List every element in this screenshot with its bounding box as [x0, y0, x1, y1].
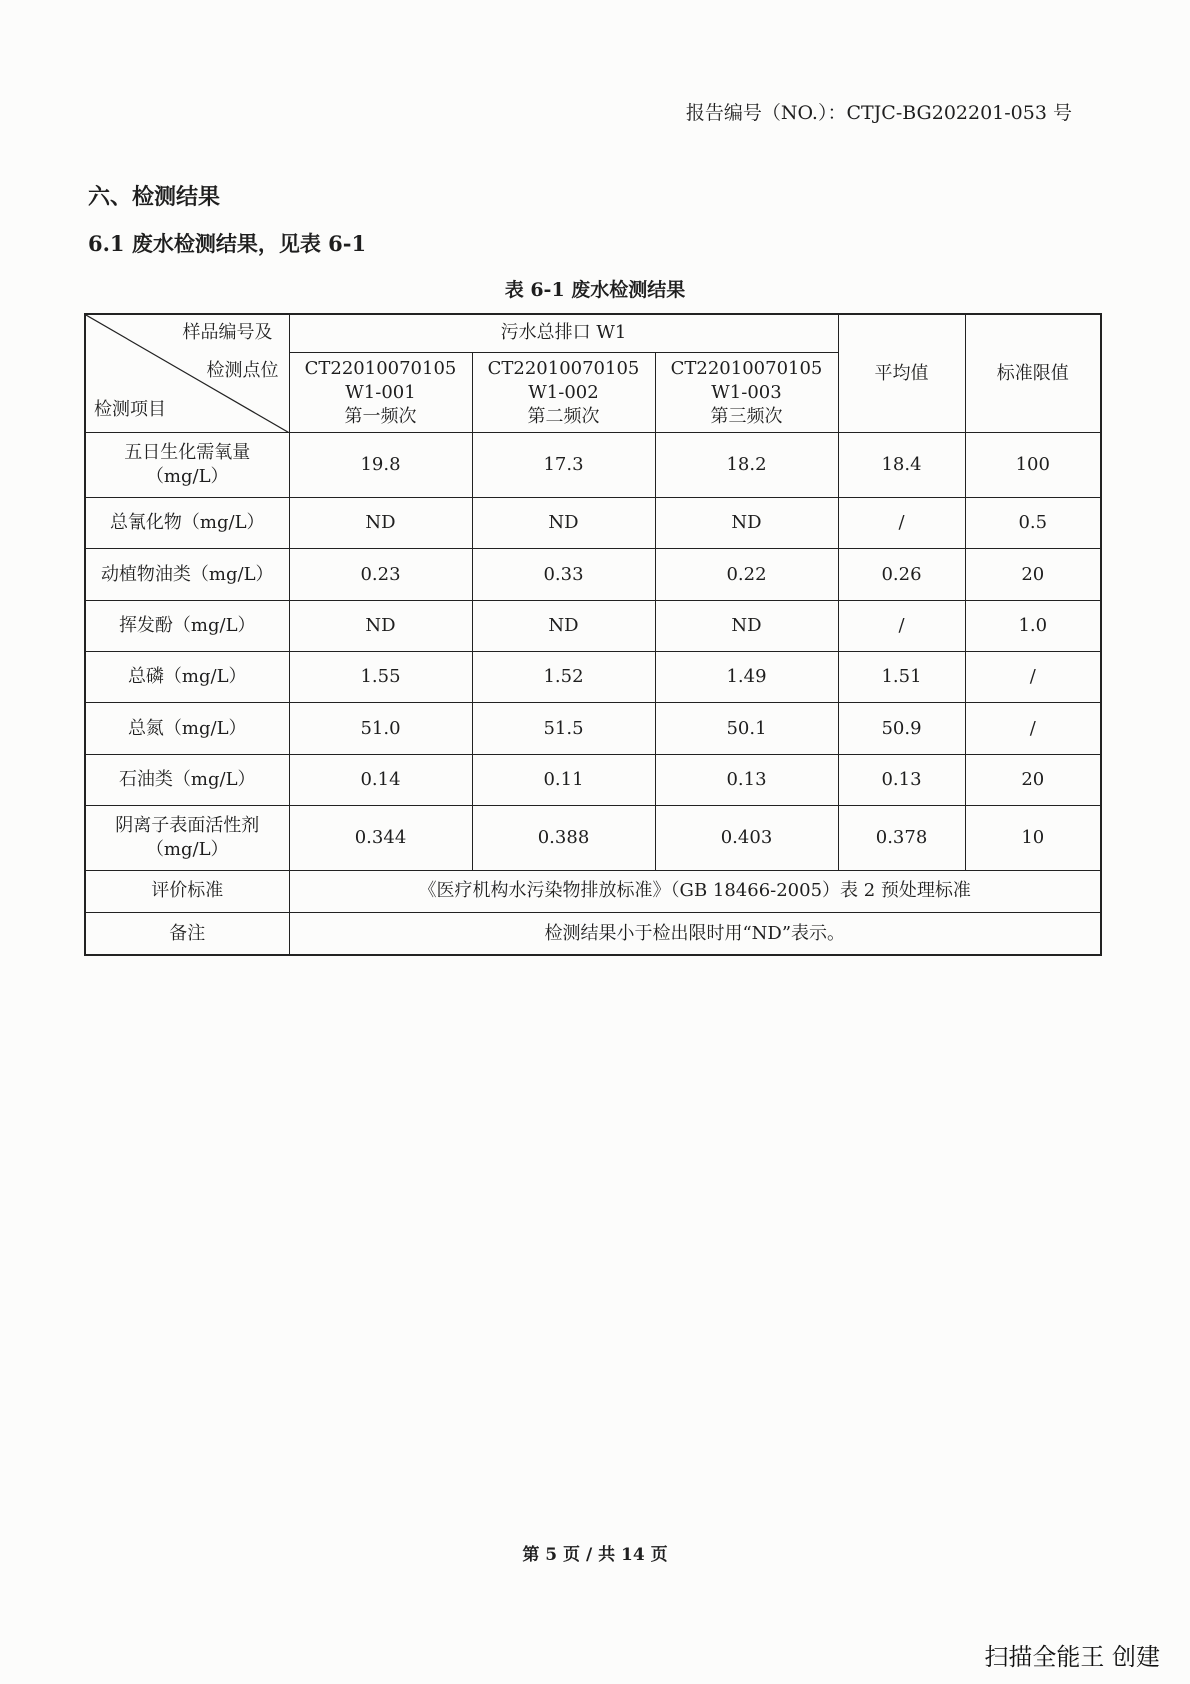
- sample-header: CT22010070105 W1-003 第三频次: [655, 352, 838, 433]
- average-cell: 0.26: [838, 549, 965, 600]
- value-cell: 1.52: [472, 652, 655, 703]
- standard-label: 评价标准: [85, 870, 289, 912]
- value-cell: 50.1: [655, 703, 838, 754]
- item-name: 石油类（mg/L）: [85, 754, 289, 805]
- table-row: [85, 600, 1101, 651]
- remark-row: [85, 913, 1101, 955]
- limit-header: 标准限值: [965, 314, 1101, 433]
- item-name: 总磷（mg/L）: [85, 652, 289, 703]
- table-row: [85, 754, 1101, 805]
- value-cell: 0.403: [655, 806, 838, 871]
- table-row: [85, 703, 1101, 754]
- limit-cell: 20: [965, 754, 1101, 805]
- scanner-watermark: 扫描全能王 创建: [984, 1643, 1160, 1671]
- average-cell: 0.378: [838, 806, 965, 871]
- limit-cell: 20: [965, 549, 1101, 600]
- value-cell: 19.8: [289, 433, 472, 498]
- average-cell: 1.51: [838, 652, 965, 703]
- sample-header: CT22010070105 W1-001 第一频次: [289, 352, 472, 433]
- value-cell: 1.49: [655, 652, 838, 703]
- limit-cell: 100: [965, 433, 1101, 498]
- limit-cell: /: [965, 652, 1101, 703]
- sample-header: CT22010070105 W1-002 第二频次: [472, 352, 655, 433]
- table-row: [85, 652, 1101, 703]
- average-cell: /: [838, 497, 965, 548]
- value-cell: ND: [472, 497, 655, 548]
- item-name: 动植物油类（mg/L）: [85, 549, 289, 600]
- value-cell: 0.22: [655, 549, 838, 600]
- value-cell: ND: [655, 600, 838, 651]
- value-cell: 17.3: [472, 433, 655, 498]
- average-header: 平均值: [838, 314, 965, 433]
- value-cell: 0.13: [655, 754, 838, 805]
- average-cell: 0.13: [838, 754, 965, 805]
- report-number: 报告编号（NO.）：CTJC-BG202201-053 号: [685, 102, 1072, 124]
- value-cell: 1.55: [289, 652, 472, 703]
- table-row: [85, 806, 1101, 871]
- value-cell: ND: [472, 600, 655, 651]
- remark-label: 备注: [85, 913, 289, 955]
- value-cell: ND: [655, 497, 838, 548]
- item-name: 总氰化物（mg/L）: [85, 497, 289, 548]
- subsection-title: 6.1 废水检测结果，见表 6-1: [88, 231, 367, 256]
- value-cell: ND: [289, 600, 472, 651]
- table-row: [85, 433, 1101, 498]
- location-header: 污水总排口 W1: [289, 314, 838, 352]
- remark-text: 检测结果小于检出限时用“ND”表示。: [289, 913, 1101, 955]
- corner-item-label: 检测项目: [94, 399, 166, 421]
- section-title: 六、检测结果: [88, 184, 221, 210]
- limit-cell: 1.0: [965, 600, 1101, 651]
- average-cell: /: [838, 600, 965, 651]
- value-cell: 0.344: [289, 806, 472, 871]
- limit-cell: 10: [965, 806, 1101, 871]
- header-corner-cell: [85, 314, 289, 433]
- standard-row: [85, 870, 1101, 912]
- wastewater-results-table: [84, 313, 1102, 956]
- average-cell: 50.9: [838, 703, 965, 754]
- corner-sample-label: 样品编号及: [182, 322, 273, 343]
- corner-location-label: 检测点位: [206, 360, 279, 381]
- average-cell: 18.4: [838, 433, 965, 498]
- limit-cell: /: [965, 703, 1101, 754]
- item-name: 五日生化需氧量 （mg/L）: [85, 433, 289, 498]
- standard-text: 《医疗机构水污染物排放标准》（GB 18466-2005）表 2 预处理标准: [289, 870, 1101, 912]
- table-caption: 表 6-1 废水检测结果: [504, 279, 686, 301]
- item-name: 阴离子表面活性剂 （mg/L）: [85, 806, 289, 871]
- table-row: [85, 549, 1101, 600]
- value-cell: 51.5: [472, 703, 655, 754]
- value-cell: 18.2: [655, 433, 838, 498]
- table-row: [85, 497, 1101, 548]
- value-cell: 0.388: [472, 806, 655, 871]
- limit-cell: 0.5: [965, 497, 1101, 548]
- item-name: 挥发酚（mg/L）: [85, 600, 289, 651]
- value-cell: 0.14: [289, 754, 472, 805]
- value-cell: ND: [289, 497, 472, 548]
- item-name: 总氮（mg/L）: [85, 703, 289, 754]
- value-cell: 0.11: [472, 754, 655, 805]
- page-footer: 第 5 页 / 共 14 页: [522, 1545, 668, 1565]
- value-cell: 0.33: [472, 549, 655, 600]
- value-cell: 51.0: [289, 703, 472, 754]
- value-cell: 0.23: [289, 549, 472, 600]
